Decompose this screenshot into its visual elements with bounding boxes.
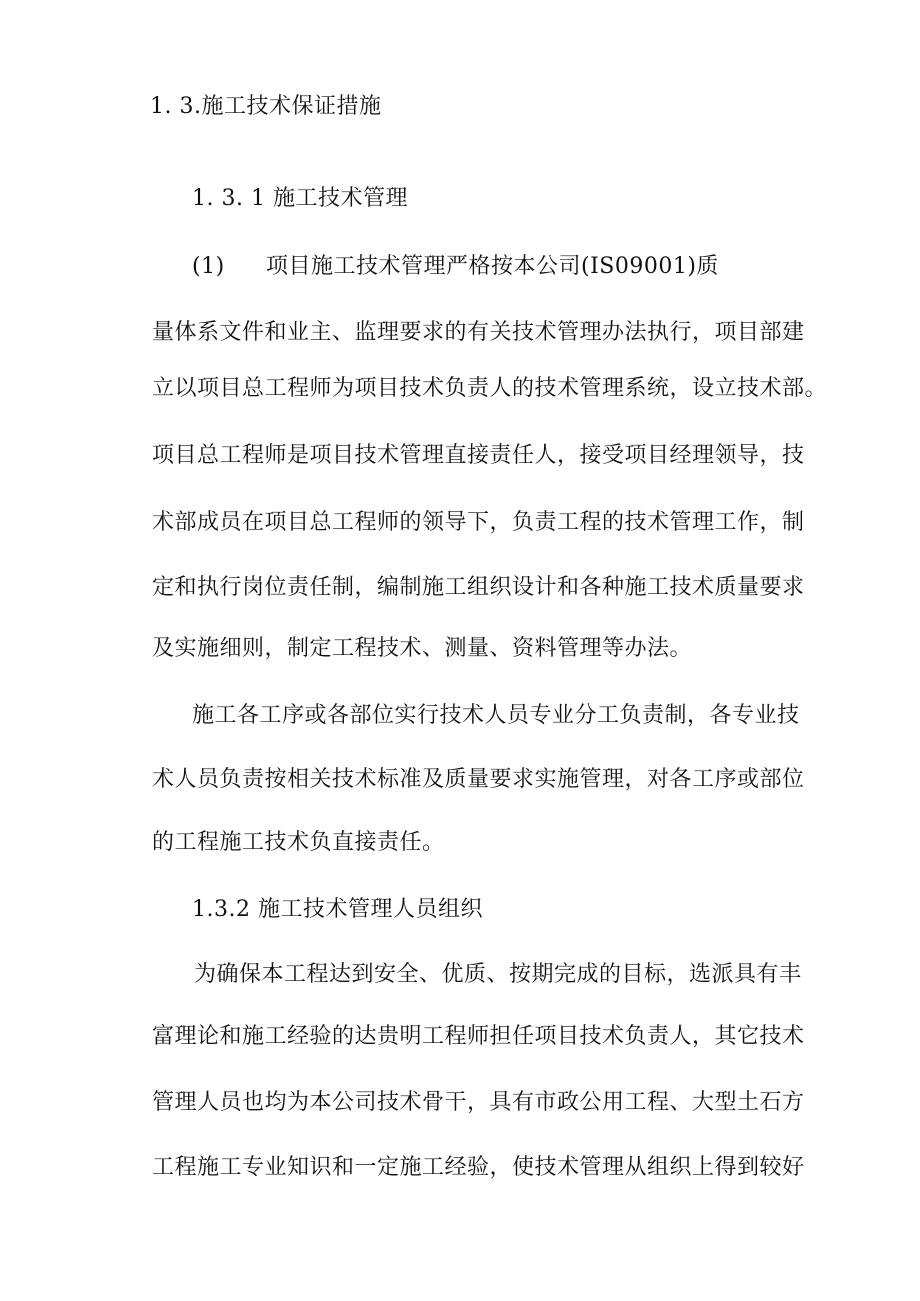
paragraph-line: 的工程施工技术负直接责任。 [152, 830, 445, 855]
paragraph-line: 定和执行岗位责任制，编制施工组织设计和各种施工技术质量要求 [152, 575, 805, 600]
subsection-heading-1-3-2: 1.3.2 施工技术管理人员组织 [192, 897, 483, 922]
paragraph-line: 工程施工专业知识和一定施工经验，使技术管理从组织上得到较好 [152, 1155, 805, 1180]
paragraph-line: 量体系文件和业主、监理要求的有关技术管理办法执行，项目部建 [152, 320, 805, 345]
paragraph-line: 术部成员在项目总工程师的领导下，负责工程的技术管理工作，制 [152, 510, 805, 535]
list-item-text: 项目施工技术管理严格按本公司(IS09001)质 [266, 254, 719, 279]
paragraph-line: 管理人员也均为本公司技术骨干，具有市政公用工程、大型土石方 [152, 1090, 805, 1115]
paragraph-line: 立以项目总工程师为项目技术负责人的技术管理系统，设立技术部。 [152, 376, 828, 401]
section-heading-1-3: 1. 3.施工技术保证措施 [150, 94, 382, 119]
paragraph-line: 富理论和施工经验的达贵明工程师担任项目技术负责人，其它技术 [152, 1024, 805, 1049]
paragraph-line: 及实施细则，制定工程技术、测量、资料管理等办法。 [152, 636, 693, 661]
paragraph-line: 项目总工程师是项目技术管理直接责任人，接受项目经理领导，技 [152, 443, 805, 468]
list-item-1 [192, 252, 719, 282]
paragraph-line: 为确保本工程达到安全、优质、按期完成的目标，选派具有丰 [194, 962, 802, 987]
paragraph-line: 施工各工序或各部位实行技术人员专业分工负责制，各专业技 [192, 703, 800, 728]
list-item-number: (1) [192, 254, 225, 279]
subsection-heading-1-3-1: 1. 3. 1 施工技术管理 [192, 186, 408, 211]
paragraph-line: 术人员负责按相关技术标准及质量要求实施管理，对各工序或部位 [152, 767, 805, 792]
